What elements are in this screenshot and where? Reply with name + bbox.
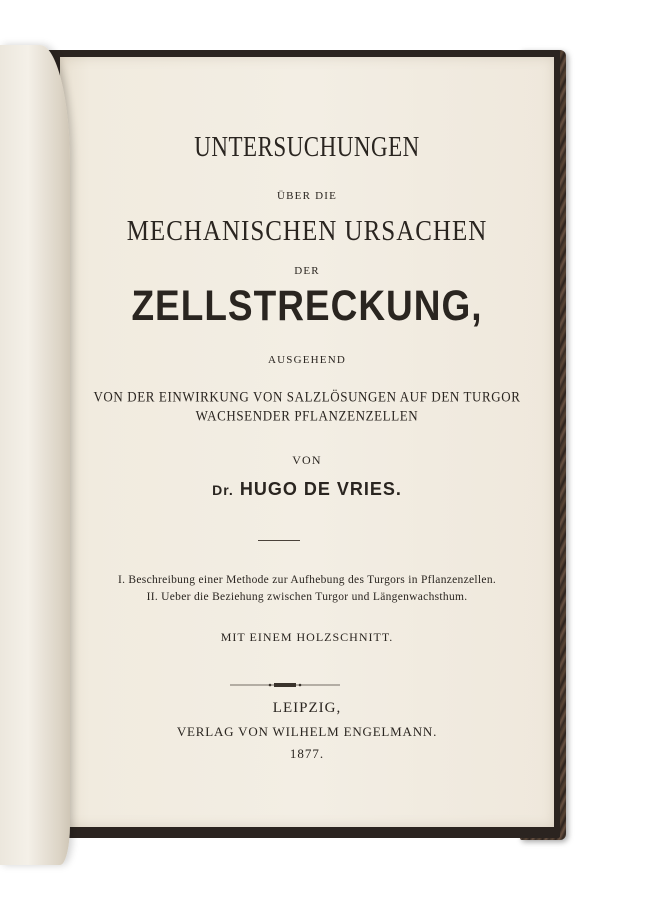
illustration-note: MIT EINEM HOLZSCHNITT. xyxy=(220,630,394,644)
ornament-rule xyxy=(230,682,340,688)
contents-item-2: II. Ueber die Beziehung zwischen Turgor und Längenwachsthum. xyxy=(146,591,468,603)
title-der: DER xyxy=(294,265,320,277)
title-untersuchungen: UNTERSUCHUNGEN xyxy=(194,130,420,162)
subtitle-line-2: WACHSENDER PFLANZENZELLEN xyxy=(195,407,419,424)
publication-city: LEIPZIG, xyxy=(272,700,342,716)
by-label: VON xyxy=(292,453,322,467)
author xyxy=(60,479,554,500)
publication-year: 1877. xyxy=(289,746,325,761)
author-prefix: Dr. xyxy=(212,482,234,498)
title-ausgehend: AUSGEHEND xyxy=(267,354,347,366)
subtitle-line-1: VON DER EINWIRKUNG VON SALZLÖSUNGEN AUF DEN TURGOR xyxy=(93,388,521,405)
title-ueber-die: ÜBER DIE xyxy=(276,190,337,202)
publisher: VERLAG VON WILHELM ENGELMANN. xyxy=(176,724,438,739)
divider-rule xyxy=(258,540,300,541)
title-mechanischen-ursachen: MECHANISCHEN URSACHEN xyxy=(126,215,488,247)
title-zellstreckung: ZELLSTRECKUNG, xyxy=(131,281,483,329)
contents-item-1: I. Beschreibung einer Methode zur Aufhebung des Turgors in Pflanzenzellen. xyxy=(117,574,497,586)
author-name: HUGO DE VRIES. xyxy=(239,479,402,499)
